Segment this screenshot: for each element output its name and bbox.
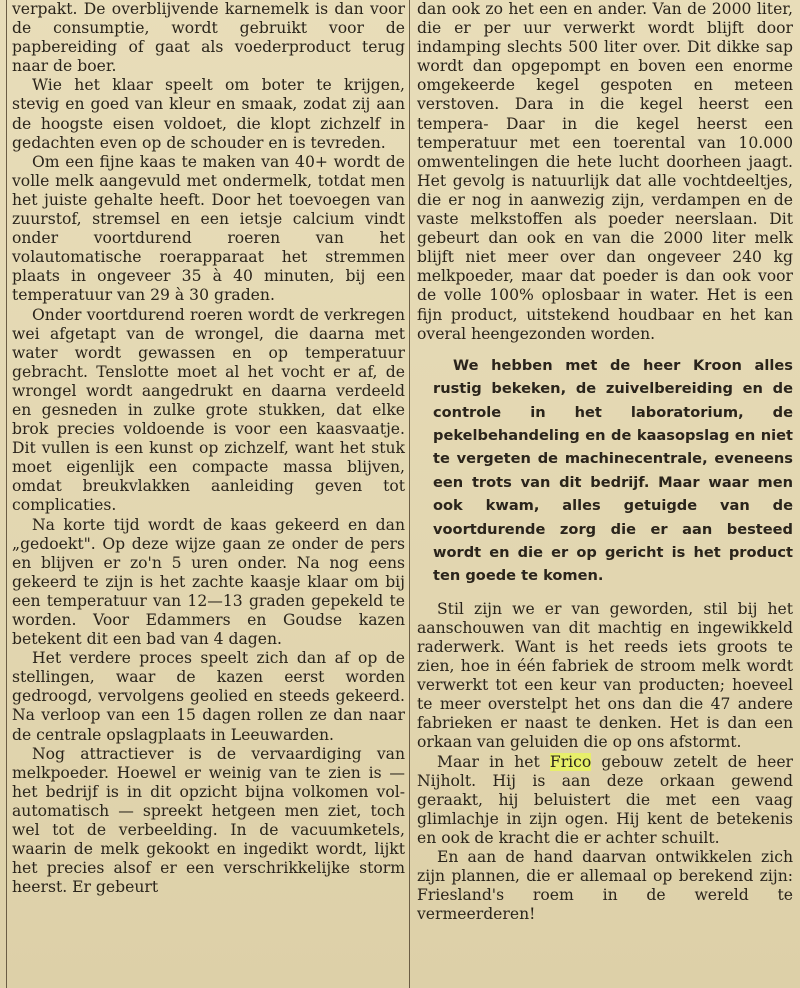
- left-edge-rule: [6, 0, 7, 988]
- frico-text-before: Maar in het: [437, 752, 550, 771]
- paragraph-indamping: dan ook zo het een en ander. Van de 2000 liter, die er per uur verwerkt wordt blijft door indamping slechts 500 liter over. Dit dikke sap wordt dan opgepompt en boven een enorme omgekeerde kegel gespoten en meteen verstoven. Dara in die kegel heerst een tempera- Daar in die kegel heerst een temperatuur met een toerental van 10.000 omwentelingen die hete lucht doorheen jaagt. Het gevolg is natuurlijk dat alle vochtdeeltjes, die er nog in aanwezig zijn, verdampen en de vaste melkstoffen als poeder neerslaan. Dit gebeurt dan ook en van die 2000 liter melk blijft niet meer over dan ongeveer 240 kg melkpoeder, maar dat poeder is dan ook voor de volle 100% oplosbaar in water. Het is een fijn product, uitstekend houdbaar en het kan overal heengezonden worden.: [417, 0, 793, 343]
- frico-highlight: Frico: [549, 752, 592, 771]
- frico-text-after: gebouw zetelt de heer Nijholt. Hij is aan deze orkaan gewend geraakt, hij beluistert die met een vaag glimlachje in zijn ogen. Hij kent de betekenis en ook de kracht die er achter schuilt.: [417, 752, 793, 847]
- paragraph-friesland: En aan de hand daarvan ontwikkelen zich zijn plannen, die er allemaal op berekend zijn: Friesland's roem in de wereld te vermeerderen!: [417, 847, 793, 924]
- paragraph-stil: Stil zijn we er van geworden, stil bij het aanschouwen van dit machtig en ingewikkeld raderwerk. Want is het reeds iets groots te zien, hoe in één fabriek de stroom melk wordt verwerkt tot een keur van producten; hoeveel te meer overstelpt het ons dan die 47 andere fabrieken er naast te denken. Het is dan een orkaan van geluiden die op ons afstormt.: [417, 599, 793, 752]
- paragraph-frico: [417, 753, 793, 848]
- left-column: [12, 0, 405, 897]
- column-rule: [409, 0, 410, 988]
- paragraph-gekeerd: Na korte tijd wordt de kaas gekeerd en dan „gedoekt". Op deze wijze gaan ze onder de pers en blijven er zo'n 5 uren onder. Na nog eens gekeerd te zijn is het zachte kaasje klaar om bij een temperatuur van 12—13 graden gepekeld te worden. Voor Edammers en Goudse kazen betekent dit een bad van 4 dagen.: [12, 515, 405, 649]
- paragraph-wrongel: Onder voortdurend roeren wordt de verkregen wei afgetapt van de wrongel, die daarna met water wordt gewassen en op temperatuur gebracht. Tenslotte moet al het vocht er af, de wrongel wordt aangedrukt en daarna verdeeld en gesneden in zulke grote stukken, dat elke brok precies voldoende is voor een kaasvaatje. Dit vullen is een kunst op zichzelf, want het stuk moet eigenlijk een compacte massa blijven, omdat breukvlakken aanleiding geven tot complicaties.: [12, 305, 405, 515]
- paragraph-melkpoeder: Nog attractiever is de vervaardiging van melkpoeder. Hoewel er weinig van te zien is — het bedrijf is in dit opzicht bijna volkomen vol-automatisch — spreekt hetgeen men ziet, toch wel tot de verbeelding. In de vacuumketels, waarin de melk gekookt en ingedikt wordt, lijkt het precies alsof er een verschrikkelijke storm heerst. Er gebeurt: [12, 744, 405, 897]
- right-column: [417, 0, 793, 924]
- paragraph-stellingen: Het verdere proces speelt zich dan af op de stellingen, waar de kazen eerst worden gedroogd, vervolgens geolied en steeds gekeerd. Na verloop van een 15 dagen rollen ze dan naar de centrale opslagplaats in Leeuwarden.: [12, 649, 405, 744]
- paragraph-bold-kroon: We hebben met de heer Kroon alles rustig bekeken, de zuivelbereiding en de controle in het laboratorium, de pekelbehandeling en de kaasopslag en niet te vergeten de machinecentrale, eveneens een trots van dit bedrijf. Maar waar men ook kwam, alles getuigde van de voortdurende zorg die er aan besteed wordt en die er op gericht is het product ten goede te komen.: [433, 356, 793, 585]
- paragraph-boter: Wie het klaar speelt om boter te krijgen, stevig en goed van kleur en smaak, zodat zij aan de hoogste eisen voldoet, die klopt zichzelf in gedachten even op de schouder en is tevreden.: [12, 76, 405, 152]
- paragraph-kaas: Om een fijne kaas te maken van 40+ wordt de volle melk aangevuld met ondermelk, totdat men het juiste gehalte heeft. Door het toevoegen van zuurstof, stremsel en een ietsje calcium vindt onder voortdurend roeren van het volautomatische roerapparaat het stremmen plaats in ongeveer 35 à 40 minuten, bij een temperatuur van 29 à 30 graden.: [12, 152, 405, 305]
- paragraph-karnemelk: verpakt. De overblijvende karnemelk is dan voor de consumptie, wordt gebruikt voor de papbereiding of gaat als voederproduct terug naar de boer.: [12, 0, 405, 76]
